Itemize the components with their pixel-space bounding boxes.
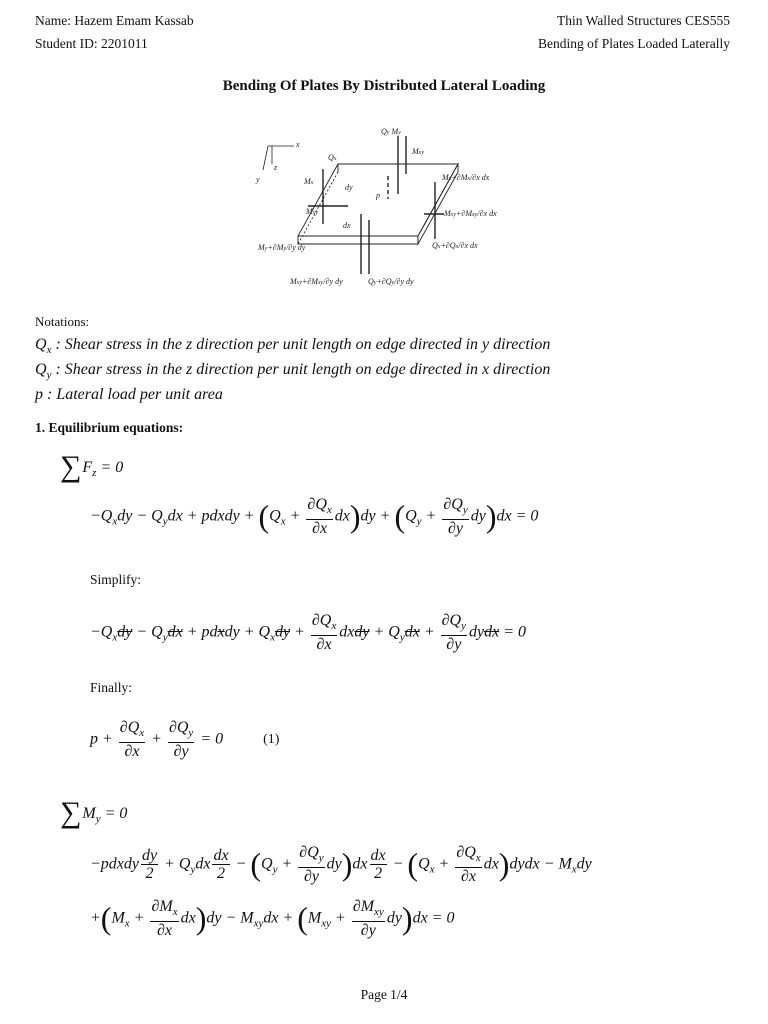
- svg-text:y: y: [256, 175, 260, 184]
- svg-text:Mx+∂Mx/∂x dx: Mx+∂Mx/∂x dx: [442, 173, 490, 182]
- notation-qx: $Q_x$ : Shear stress in the z direction per unit length on edge directed in y direction: [35, 336, 551, 357]
- notation-qy-desc: Shear stress in the z direction per unit length on edge directed in x direction: [64, 361, 551, 379]
- eq-sum-fz: $\sum F_z = 0$: [60, 450, 124, 483]
- svg-text:Mxy: Mxy: [412, 147, 424, 156]
- svg-text:Qx+∂Qx/∂x dx: Qx+∂Qx/∂x dx: [432, 241, 478, 250]
- svg-text:dy: dy: [345, 183, 353, 192]
- notations-label: Notations:: [35, 314, 90, 329]
- svg-text:Mxy: Mxy: [306, 207, 318, 216]
- svg-text:Qx: Qx: [328, 153, 337, 162]
- eq-number-1: (1): [263, 732, 280, 748]
- student-name: Name: Hazem Emam Kassab: [35, 13, 194, 28]
- notation-p: p : Lateral load per unit area: [35, 386, 223, 404]
- notation-p-desc: Lateral load per unit area: [56, 386, 223, 404]
- notation-qx-desc: Shear stress in the z direction per unit length on edge directed in y direction: [64, 336, 551, 353]
- eq-my-line2: $+(M_x$ + $\frac{\partial M_x}{\partial x}$ $dx)dy - M_{xy}dx + (M_{xy}$ + $\frac{\partial M_{xy}}{\partial y}$ dy)dx = 0: [90, 898, 455, 940]
- svg-text:z: z: [274, 163, 278, 172]
- axes-icon: [263, 146, 294, 170]
- svg-text:p: p: [376, 191, 380, 200]
- eq-1: p + $\frac{\partial Q_x}{\partial x}$ + $\frac{\partial Q_y}{\partial y}$ = 0 (1): [90, 719, 280, 761]
- eq-my-line1: −pdxdy $\frac{dy}{2}$ + $Q_ydx$ $\frac{dx}{2}$ − ($Q_y$ + $\frac{\partial Q_y}{\partial y}$ dy)dx $\frac{dx}{2}$ − ($Q_x$ + $\frac{\partial Q_x}{\partial x}$ dx)dydx − $M_xdy$: [90, 844, 592, 886]
- notation-qy: $Q_y$ : Shear stress in the z direction per unit length on edge directed in x direction: [35, 361, 551, 382]
- finally-label: Finally:: [90, 680, 133, 695]
- svg-text:dx: dx: [343, 221, 351, 230]
- section-heading: 1. Equilibrium equations:: [35, 420, 184, 435]
- eq-sum-my: $\sum M_y = 0$: [60, 796, 128, 829]
- topic-name: Bending of Plates Loaded Laterally: [538, 36, 730, 51]
- simplify-label: Simplify:: [90, 572, 142, 587]
- svg-text:Mxy+∂Mxy/∂x dx: Mxy+∂Mxy/∂x dx: [444, 209, 497, 218]
- svg-text:Mx: Mx: [304, 177, 314, 186]
- page-footer: Page 1/4: [360, 987, 408, 1002]
- svg-text:Qy+∂Qy/∂y dy: Qy+∂Qy/∂y dy: [368, 277, 414, 286]
- plate-element: [298, 164, 458, 244]
- svg-text:Qy My: Qy My: [381, 127, 401, 136]
- header-left: [35, 13, 194, 59]
- svg-text:x: x: [296, 140, 300, 149]
- course-name: Thin Walled Structures CES555: [556, 13, 730, 28]
- svg-text:My+∂My/∂y dy: My+∂My/∂y dy: [258, 243, 306, 252]
- student-id: Student ID: 2201011: [35, 36, 148, 51]
- eq-fz-simplified: $-Q_xdy - Q_ydx$ + pdxdy + $Q_xdy$ + $\frac{\partial Q_x}{\partial x}$ dxdy + $Q_ydx$ + $\frac{\partial Q_y}{\partial y}$ dydx = 0: [90, 612, 526, 654]
- notations-block: [35, 314, 735, 409]
- svg-text:Mxy+∂Mxy/∂y dy: Mxy+∂Mxy/∂y dy: [290, 277, 343, 286]
- page-title: Bending Of Plates By Distributed Lateral Loading: [222, 78, 546, 94]
- plate-element-figure: [248, 124, 530, 296]
- eq-fz-expanded: $-Q_xdy - Q_ydx$ + pdxdy + ($Q_x$ + $\frac{\partial Q_x}{\partial x}$ $dx)dy + (Q_y$ + $\frac{\partial Q_y}{\partial y}$ dy)dx = 0: [90, 496, 539, 538]
- header-right: [538, 13, 730, 59]
